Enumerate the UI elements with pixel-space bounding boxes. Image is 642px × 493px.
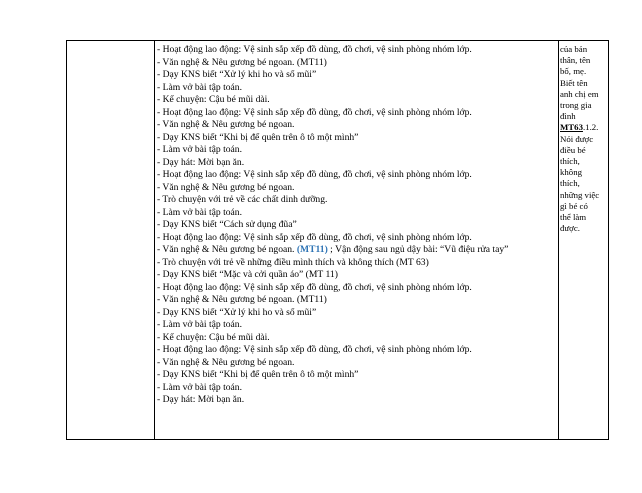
music-line-prefix: - Văn nghệ & Nêu gương bé ngoan. [157, 244, 297, 255]
empty-cell [67, 41, 155, 440]
objective-note-line: thích, [560, 156, 580, 167]
activity-line: - Hoạt động lao động: Vệ sinh sắp xếp đồ dùng, đồ chơi, vệ sinh phòng nhóm lớp. [157, 106, 472, 118]
objective-note-line: thân, tên [560, 55, 591, 66]
activities-list [155, 41, 558, 407]
activity-line: - Văn nghệ & Nêu gương bé ngoan. [157, 119, 295, 130]
objective-code-highlight: (MT11) [296, 244, 328, 255]
objective-note-line: không [560, 167, 582, 178]
activity-line: - Trò chuyện với trẻ về các chất dinh dưỡng. [157, 194, 328, 205]
table-row [67, 41, 609, 440]
activity-line: - Làm vở bài tập toán. [157, 81, 242, 93]
activity-line: - Kể chuyện: Cậu bé mũi dài. [157, 94, 270, 105]
lesson-plan-table [66, 40, 609, 440]
objective-code-line [560, 122, 608, 133]
activity-line: - Trò chuyện với trẻ về những điều mình thích và không thích (MT 63) [157, 256, 429, 268]
activity-line: - Làm vở bài tập toán. [157, 144, 242, 155]
activity-line: - Hoạt động lao động: Vệ sinh sắp xếp đồ dùng, đồ chơi, vệ sinh phòng nhóm lớp. [157, 344, 472, 355]
objective-note-line: thể làm [560, 212, 587, 223]
objective-note-line: của bản [560, 44, 588, 54]
objectives-cell [559, 41, 609, 440]
activity-line: - Dạy KNS biết “Xử lý khi ho và sổ mũi” [157, 306, 317, 318]
activity-line: - Dạy KNS biết “Mặc và cởi quần áo” (MT 11) [157, 269, 338, 280]
objective-code-suffix: .1.2. [582, 122, 599, 133]
activity-line: - Dạy KNS biết “Khi bị để quên trên ô tô một mình” [157, 131, 359, 143]
activity-line: - Dạy KNS biết “Xử lý khi ho và sổ mũi” [157, 69, 317, 80]
activity-line: - Dạy KNS biết “Cách sử dụng đũa” [157, 219, 297, 230]
objective-note-line: đình [560, 111, 576, 122]
activity-line: - Dạy hát: Mời bạn ăn. [157, 156, 245, 168]
objective-note-line: trong gia [560, 100, 592, 111]
activity-line: - Làm vở bài tập toán. [157, 206, 242, 218]
activity-line: - Văn nghệ & Nêu gương bé ngoan. (MT11) [157, 294, 327, 305]
objective-note-line: được. [560, 223, 580, 234]
activity-line: - Hoạt động lao động: Vệ sinh sắp xếp đồ dùng, đồ chơi, vệ sinh phòng nhóm lớp. [157, 281, 472, 293]
activity-line: - Văn nghệ & Nêu gương bé ngoan. [157, 356, 295, 368]
objective-note-line: thích, [560, 178, 580, 189]
activity-line: - Kể chuyện: Cậu bé mũi dài. [157, 331, 270, 343]
activity-line: - Văn nghệ & Nêu gương bé ngoan. (MT11) [157, 56, 327, 68]
objective-note-line: Biết tên [560, 77, 588, 88]
objective-note-line: bố, mẹ. [560, 66, 587, 77]
objectives-notes [559, 41, 608, 234]
objective-note-line: anh chị em [560, 88, 599, 99]
objective-code: MT63 [560, 122, 583, 133]
objective-note-line: Nói được [560, 133, 594, 144]
objective-note-line: gì bé có [560, 200, 588, 211]
activity-line: - Làm vở bài tập toán. [157, 381, 242, 393]
activities-cell [155, 41, 559, 440]
activity-line: - Hoạt động lao động: Vệ sinh sắp xếp đồ dùng, đồ chơi, vệ sinh phòng nhóm lớp. [157, 44, 472, 55]
objective-note-line: điều bé [560, 144, 586, 155]
activity-line: - Dạy hát: Mời bạn ăn. [157, 394, 245, 405]
activity-line: - Dạy KNS biết “Khi bị để quên trên ô tô một mình” [157, 369, 359, 380]
music-line-suffix: ; Vận động sau ngủ dậy bài: “Vũ điệu rửa tay” [327, 244, 509, 255]
activity-line: - Hoạt động lao động: Vệ sinh sắp xếp đồ dùng, đồ chơi, vệ sinh phòng nhóm lớp. [157, 231, 472, 243]
activity-line: - Văn nghệ & Nêu gương bé ngoan. [157, 181, 295, 193]
objective-note-line: những việc [560, 189, 600, 200]
activity-line: - Hoạt động lao động: Vệ sinh sắp xếp đồ dùng, đồ chơi, vệ sinh phòng nhóm lớp. [157, 169, 472, 180]
activity-line-music [157, 244, 558, 257]
activity-line: - Làm vở bài tập toán. [157, 319, 242, 330]
